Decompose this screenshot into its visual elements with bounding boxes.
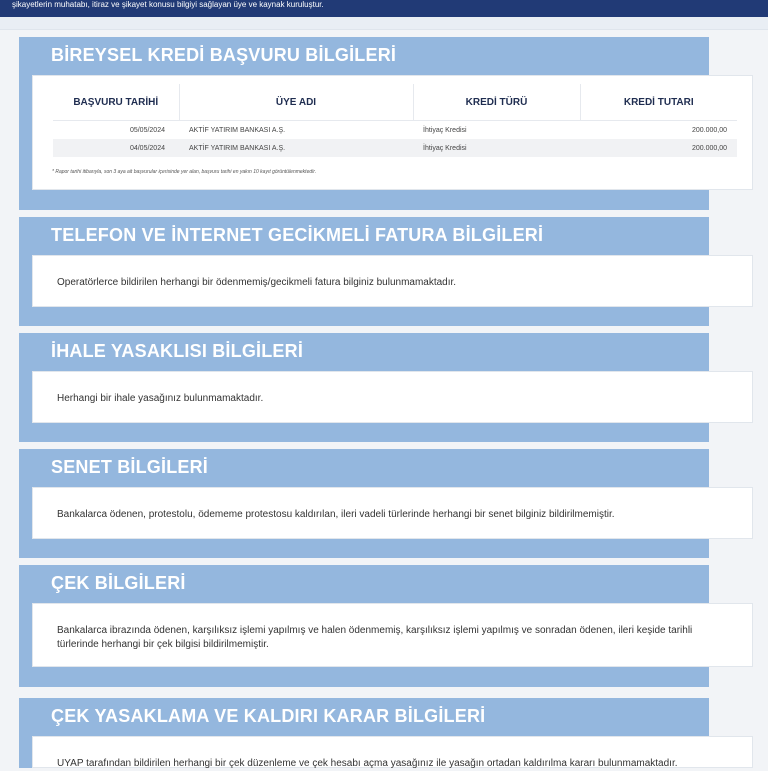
cheque-text-line2: türlerinde herhangi bir çek bilgisi bildirilmemiştir. [57,639,269,650]
col-application-date: BAŞVURU TARİHİ [53,84,179,121]
bond-card [32,487,753,539]
section-cheque [19,565,709,687]
top-strip [0,17,768,30]
section-title: TELEFON VE İNTERNET GECİKMELİ FATURA BİLGİLERİ [51,225,544,245]
table-footnote: * Rapor tarihi itibarıyla, son 3 aya ait başvurular içerisinde yer alan, başvuru tarihi en yakın 10 kayıt görüntülenmektedir. [52,169,317,175]
cell-member: AKTİF YATIRIM BANKASI A.Ş. [179,121,413,140]
col-credit-amount: KREDİ TUTARI [580,84,737,121]
table-row [53,121,737,140]
col-member-name: ÜYE ADI [179,84,413,121]
section-cheque-ban [19,698,709,768]
col-credit-type: KREDİ TÜRÜ [413,84,580,121]
cheque-text-line1: Bankalarca ibrazında ödenen, karşılıksız işlemi yapılmış ve halen ödenmemiş, karşılıksız işlemi yapılmış ve sonradan ödenen, ileri keşide tarihli [57,625,693,636]
cheque-ban-text: UYAP tarafından bildirilen herhangi bir çek düzenleme ve çek hesabı açma yasağınız ile yasağın ortadan kaldırılma kararı bulunmamaktadır. [57,758,678,769]
applications-table [53,84,737,157]
cheque-card [32,603,753,667]
section-title: SENET BİLGİLERİ [51,457,209,477]
cell-member: AKTİF YATIRIM BANKASI A.Ş. [179,139,413,157]
cell-amount: 200.000,00 [580,121,737,140]
bond-text: Bankalarca ödenen, protestolu, ödememe protestosu kaldırılan, ileri vadeli türlerinde herhangi bir senet bilginiz bildirilmemiştir. [57,509,615,520]
cell-date: 04/05/2024 [53,139,179,157]
cell-type: İhtiyaç Kredisi [413,139,580,157]
top-banner [0,0,768,17]
phone-card [32,255,753,307]
tender-card [32,371,753,423]
cell-type: İhtiyaç Kredisi [413,121,580,140]
applications-card [32,75,753,190]
section-bond [19,449,709,558]
phone-text: Operatörlerce bildirilen herhangi bir ödenmemiş/gecikmeli fatura bilginiz bulunmamaktadır. [57,277,457,288]
section-title: İHALE YASAKLISI BİLGİLERİ [51,341,304,361]
section-title: BİREYSEL KREDİ BAŞVURU BİLGİLERİ [51,45,397,65]
table-row [53,139,737,157]
section-phone-internet-bills [19,217,709,326]
banner-text: şikayetlerin muhatabı, itiraz ve şikayet konusu bilgiyi sağlayan üye ve kaynak kuruluştur. [12,0,324,9]
section-credit-applications [19,37,727,210]
section-title: ÇEK BİLGİLERİ [51,573,186,593]
cell-date: 05/05/2024 [53,121,179,140]
table-header-row [53,84,737,121]
section-title: ÇEK YASAKLAMA VE KALDIRI KARAR BİLGİLERİ [51,706,486,726]
cell-amount: 200.000,00 [580,139,737,157]
cheque-ban-card [32,736,753,768]
tender-text: Herhangi bir ihale yasağınız bulunmamaktadır. [57,393,264,404]
section-tender-ban [19,333,709,442]
